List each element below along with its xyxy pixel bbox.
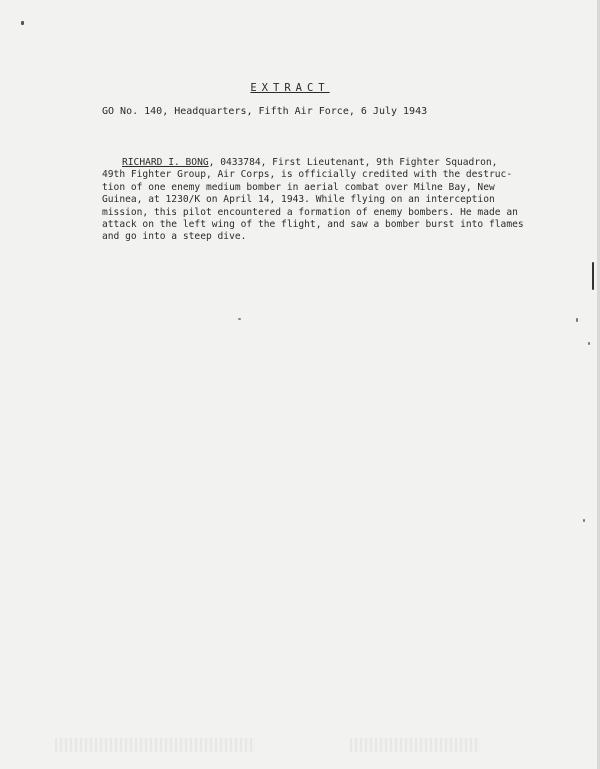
body-line-text: , 0433784, First Lieutenant, 9th Fighter Squadron, [208,157,498,168]
scan-bleed-through [55,738,255,752]
scan-bleed-through [350,738,480,752]
scan-mark [583,519,585,522]
body-line: tion of one enemy medium bomber in aerial combat over Milne Bay, New [102,181,495,193]
person-name: RICHARD I. BONG [122,157,209,168]
scan-mark [576,318,578,322]
scan-mark [592,262,594,290]
body-line [102,157,542,169]
document-title: EXTRACT [250,82,330,94]
body-line: Guinea, at 1230/K on April 14, 1943. While flying on an interception [102,194,495,206]
body-line: mission, this pilot encountered a formation of enemy bombers. He made an [102,206,518,218]
body-line: and go into a steep dive. [102,231,247,243]
body-line: 49th Fighter Group, Air Corps, is officially credited with the destruc- [102,169,513,181]
scan-mark [588,342,590,345]
document-body [102,157,542,244]
document-subtitle: GO No. 140, Headquarters, Fifth Air Force, 6 July 1943 [102,106,428,117]
scan-mark [238,318,241,320]
body-line: attack on the left wing of the flight, and saw a bomber burst into flames [102,219,524,231]
scan-mark [21,21,24,25]
